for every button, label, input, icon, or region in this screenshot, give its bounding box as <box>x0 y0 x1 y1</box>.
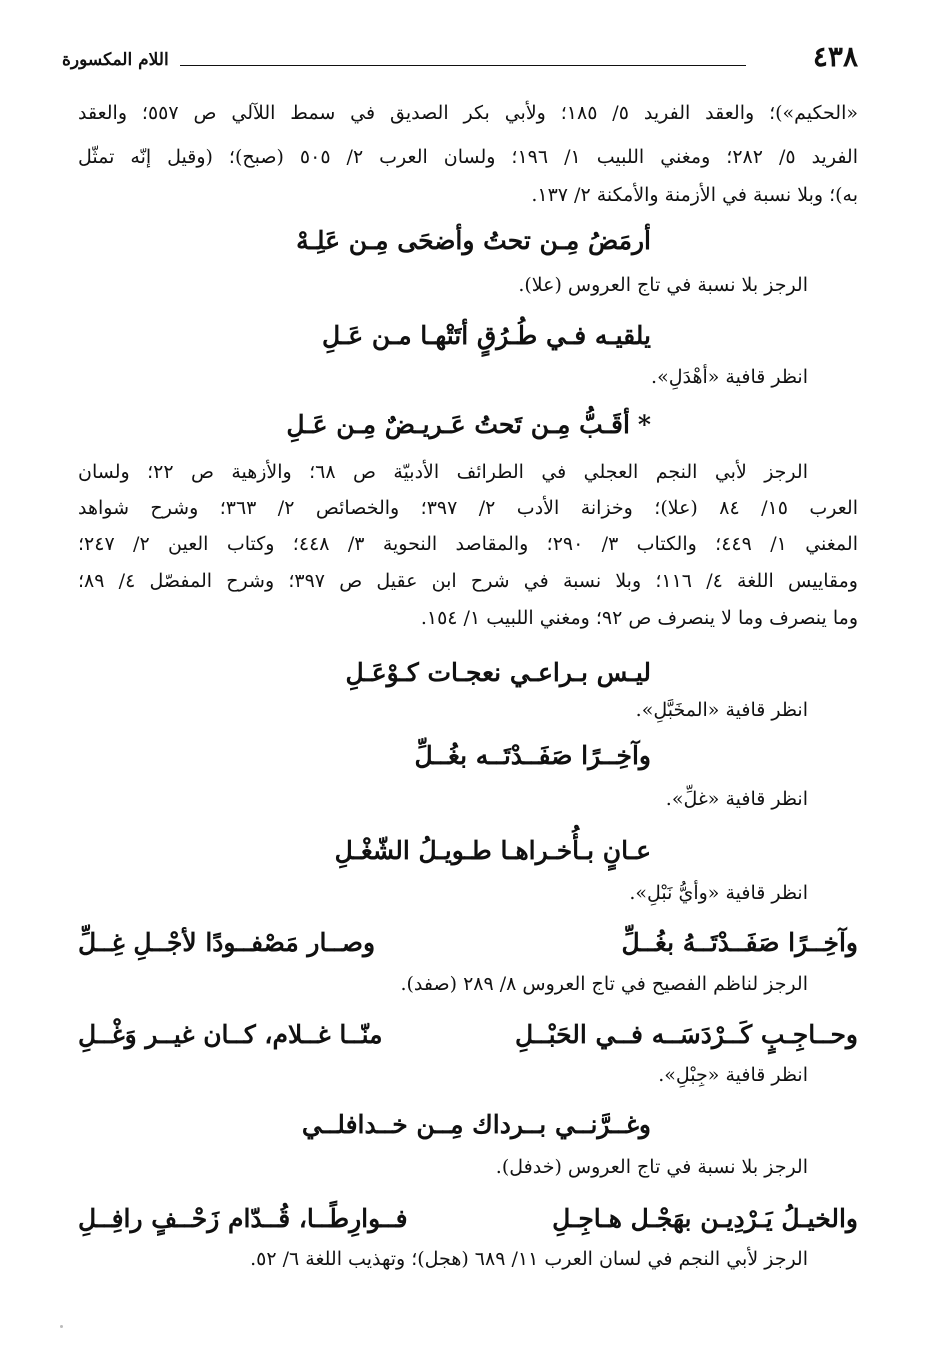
verse-note: الرجز لناظم الفصيح في تاج العروس ٨/ ٢٨٩ (صفد). <box>400 973 808 995</box>
verse-line: وغــرَّنــي بــرداك مِــن خــدافلــي <box>301 1110 651 1139</box>
paragraph-line: الفريد ٥/ ٢٨٢؛ ومغني اللبيب ١/ ١٩٦؛ ولسان العرب ٢/ ٥٠٥ (صبح)؛ (وقيل إنّه تمثّل <box>78 146 858 168</box>
verse-note: انظر قافية «غلِّ». <box>665 788 808 810</box>
verse-note: الرجز بلا نسبة في تاج العروس (خدفل). <box>495 1156 808 1178</box>
verse-hemistich-second: فــوارِطًــا، قُــدّام زَحْــفٍ رافِــلِ <box>78 1204 408 1233</box>
paragraph-line: به)؛ وبلا نسبة في الأزمنة والأمكنة ٢/ ١٣٧. <box>531 184 858 206</box>
verse-line: وآخِــرًا صَفَــدْتَــه بغُــلِّ <box>414 741 651 770</box>
verse-text: أقَـبُّ مِـن تَحتُ عَـريـضٌ مِـن عَـلِ <box>286 410 630 439</box>
paragraph-line: العرب ١٥/ ٨٤ (علا)؛ وخزانة الأدب ٢/ ٣٩٧؛ والخصائص ٢/ ٣٦٣؛ وشرح شواهد <box>78 497 858 519</box>
paragraph-line: «الحكيم»)؛ والعقد الفريد ٥/ ١٨٥؛ ولأبي بكر الصديق في سمط اللآلي ص ٥٥٧؛ والعقد <box>78 102 858 124</box>
paragraph-line: ومقاييس اللغة ٤/ ١١٦؛ وبلا نسبة في شرح ابن عقيل ص ٣٩٧؛ وشرح المفصّل ٤/ ٨٩؛ <box>78 570 858 592</box>
verse-hemistich-first: والخيـلُ يَـرْدِيـن بهَجْـل هـاجِـلِ <box>552 1204 858 1233</box>
verse-line: أرمَضُ مِـن تحتُ وأضحَى مِـن عَلِـهْ <box>296 226 651 255</box>
paragraph-line: المغني ١/ ٤٤٩؛ والكتاب ٣/ ٢٩٠؛ والمقاصد النحوية ٣/ ٤٤٨؛ وكتاب العين ٢/ ٢٤٧؛ <box>78 533 858 555</box>
verse-hemistich-second: وصــار مَصْفــودًا لأجْــلِ غِــلِّ <box>78 928 376 957</box>
asterisk-marker: * <box>637 410 651 439</box>
scan-speck <box>60 1325 63 1328</box>
verse-note: انظر قافية «وأيُّ نَبْلِ». <box>629 882 808 904</box>
verse-line: يلقيـه فـي طُـرُقٍ أتَتْهـا مـن عَـلِ <box>321 321 651 350</box>
verse-hemistich-first: وآخِــرًا صَفَــدْتَــهُ بغُــلِّ <box>621 928 858 957</box>
verse-note: الرجز لأبي النجم في لسان العرب ١١/ ٦٨٩ (هجل)؛ وتهذيب اللغة ٦/ ٥٢. <box>250 1248 808 1270</box>
section-title: اللام المكسورة <box>62 50 169 70</box>
verse-hemistich-second: منّــا غــلام، كــان غيــر وَغْــلِ <box>78 1020 383 1049</box>
verse-note: الرجز بلا نسبة في تاج العروس (علا). <box>518 274 808 296</box>
page-header <box>62 40 858 80</box>
verse-line: عـانٍ بـأُخـراهـا طـويـلُ الشّغْـلِ <box>334 836 651 865</box>
verse-note: انظر قافية «أهْدَلِ». <box>651 366 808 388</box>
verse-hemistich-first: وحــاجِـبٍ كَــرْدَسَــه فــي الحَبْــلِ <box>515 1020 858 1049</box>
header-rule <box>180 65 746 66</box>
verse-note: انظر قافية «جِبْلِ». <box>658 1064 808 1086</box>
verse-line: ليـس بـراعـي نعجـات كـوْعَـلِ <box>345 658 651 687</box>
verse-line <box>286 412 651 437</box>
verse-note: انظر قافية «المخَبَّلِ». <box>635 699 808 721</box>
paragraph-line: وما ينصرف وما لا ينصرف ص ٩٢؛ ومغني اللبيب ١/ ١٥٤. <box>420 607 858 629</box>
paragraph-line: الرجز لأبي النجم العجلي في الطرائف الأدبيّة ص ٦٨؛ والأزهية ص ٢٢؛ ولسان <box>78 461 808 483</box>
page-number: ٤٣٨ <box>812 40 858 73</box>
